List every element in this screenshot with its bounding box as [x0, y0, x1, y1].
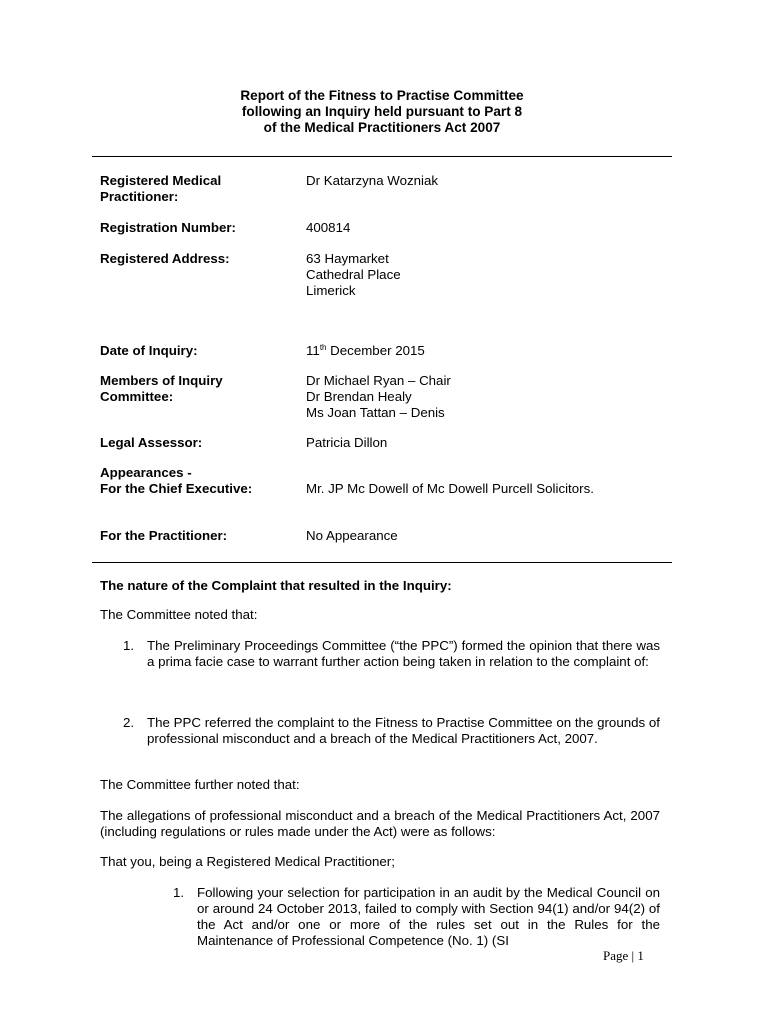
address-line-2: Cathedral Place [306, 267, 401, 282]
committee-noted: The Committee noted that: [100, 607, 258, 622]
practitioner-label: Registered Medical Practitioner: [100, 173, 222, 204]
legal-assessor-label: Legal Assessor: [100, 435, 203, 450]
appearances-practitioner-value [306, 528, 666, 544]
list-item-text: The Preliminary Proceedings Committee (“the PPC”) formed the opinion that there was a prima facie case to warrant further action being taken in relation to the complaint of: [147, 638, 660, 669]
charge-text: Following your selection for participation in an audit by the Medical Council on or around 24 October 2013, failed to comply with Section 94(1) and/or 94(2) of the Act and/or one or more of the rules set out in the Rules for the Maintenance of Professional Competence (No. 1) (SI [197, 885, 660, 948]
title-line-1: Report of the Fitness to Practise Committee [240, 88, 524, 103]
top-divider [92, 156, 672, 157]
list-item-number: 1. [123, 638, 135, 653]
list-item [123, 638, 660, 686]
appearances-chief-label: Appearances - For the Chief Executive: [100, 465, 253, 496]
inquiry-date-suffix: th [319, 343, 327, 352]
appearances-practitioner-label: For the Practitioner: [100, 528, 228, 543]
committee-member-2: Dr Brendan Healy [306, 389, 412, 404]
registration-number-value [306, 220, 666, 236]
that-you-paragraph: That you, being a Registered Medical Practitioner; [100, 854, 395, 869]
title-line-2: following an Inquiry held pursuant to Part 8 [241, 104, 523, 119]
committee-label: Members of Inquiry Committee: [100, 373, 223, 404]
report-title [92, 88, 672, 136]
committee-member-1: Dr Michael Ryan – Chair [306, 373, 451, 388]
legal-assessor-value [306, 435, 666, 451]
inquiry-date [306, 343, 666, 359]
list-item-text: The PPC referred the complaint to the Fitness to Practise Committee on the grounds of professional misconduct and a breach of the Medical Practitioners Act, 2007. [147, 715, 660, 746]
address-line-3: Limerick [306, 283, 356, 298]
appearances-chief-value [306, 481, 666, 497]
charge-item [173, 885, 660, 949]
inquiry-date-value [306, 343, 666, 359]
list-item-number: 2. [123, 715, 135, 730]
committee-value [306, 373, 666, 421]
appearances-chief-name: Mr. JP Mc Dowell of Mc Dowell Purcell Solicitors. [306, 481, 594, 496]
committee-further-noted: The Committee further noted that: [100, 777, 300, 792]
inquiry-date-day: 11 [306, 343, 320, 358]
section-divider [92, 562, 672, 563]
address-line-1: 63 Haymarket [306, 251, 389, 266]
complaint-heading: The nature of the Complaint that resulted in the Inquiry: [100, 578, 452, 593]
inquiry-date-rest: December 2015 [326, 343, 425, 358]
allegations-paragraph: The allegations of professional misconduct and a breach of the Medical Practitioners Act, 2007 (including regulations or rules made under the Act) were as follows: [100, 808, 660, 839]
list-item [123, 715, 660, 763]
appearances-practitioner-name: No Appearance [306, 528, 398, 543]
legal-assessor-name: Patricia Dillon [306, 435, 388, 450]
registration-number-label: Registration Number: [100, 220, 236, 235]
address-label: Registered Address: [100, 251, 230, 266]
inquiry-date-label: Date of Inquiry: [100, 343, 198, 358]
address-value [306, 251, 666, 299]
page-number: Page | 1 [603, 948, 644, 963]
registration-number: 400814 [306, 220, 351, 235]
charge-number: 1. [173, 885, 185, 900]
practitioner-name: Dr Katarzyna Wozniak [306, 173, 439, 188]
title-line-3: of the Medical Practitioners Act 2007 [263, 120, 501, 135]
practitioner-value [306, 173, 666, 189]
committee-member-3: Ms Joan Tattan – Denis [306, 405, 445, 420]
